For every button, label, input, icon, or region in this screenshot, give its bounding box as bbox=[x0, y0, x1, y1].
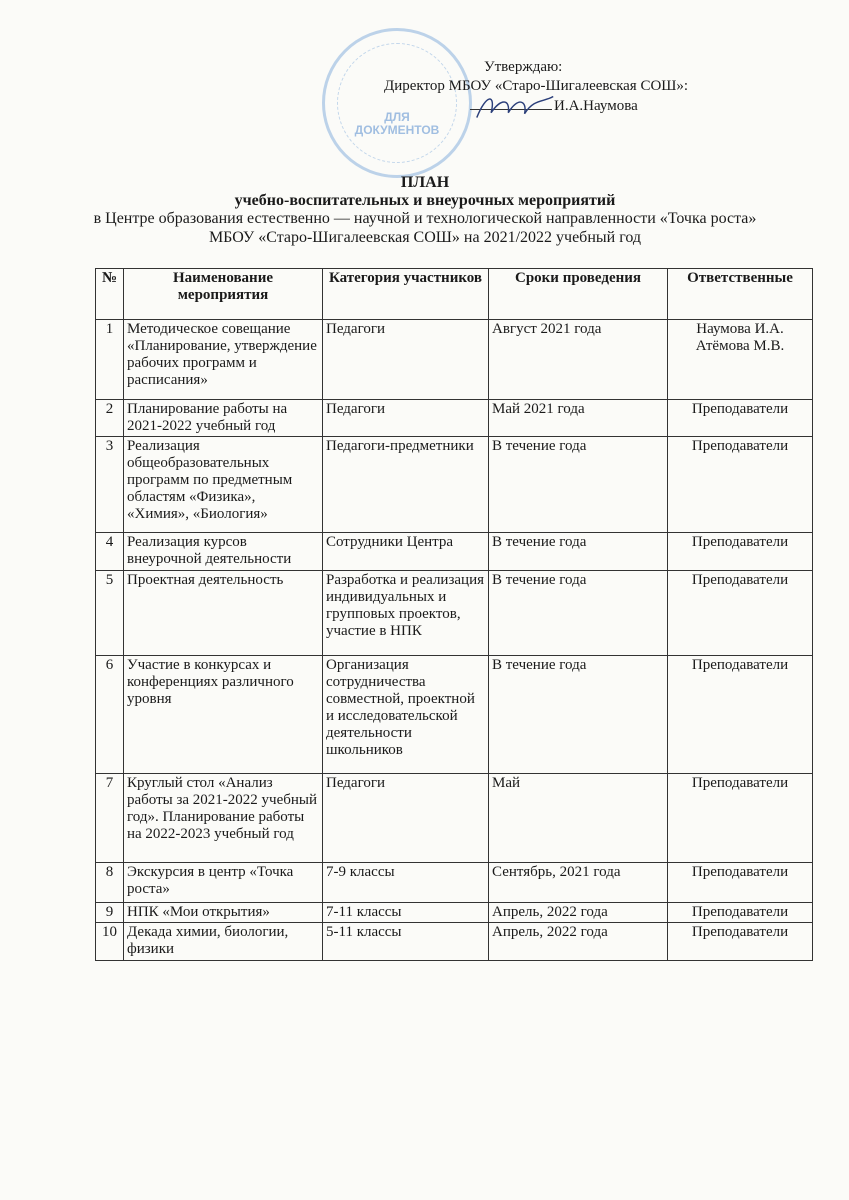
table-row bbox=[96, 863, 813, 903]
cell-event-name: Круглый стол «Анализ работы за 2021-2022 учебный год». Планирование работы на 2022-2023 учебный год bbox=[124, 774, 323, 863]
cell-dates: Апрель, 2022 года bbox=[489, 903, 668, 923]
cell-number: 7 bbox=[96, 774, 124, 863]
cell-event-name: Реализация курсов внеурочной деятельности bbox=[124, 533, 323, 571]
approval-director: Директор МБОУ «Старо-Шигалеевская СОШ»: bbox=[384, 78, 689, 94]
cell-responsible: Наумова И.А. Атёмова М.В. bbox=[668, 320, 813, 400]
header-category: Категория участников bbox=[323, 269, 489, 320]
cell-category: Педагоги bbox=[323, 774, 489, 863]
stamp-text-line2: ДОКУМЕНТОВ bbox=[354, 123, 440, 137]
cell-number: 5 bbox=[96, 571, 124, 656]
table-row bbox=[96, 656, 813, 774]
table-row bbox=[96, 437, 813, 533]
cell-event-name: Участие в конкурсах и конференциях различного уровня bbox=[124, 656, 323, 774]
document-school-year: МБОУ «Старо-Шигалеевская СОШ» на 2021/2022 учебный год bbox=[208, 229, 642, 246]
cell-responsible: Преподаватели bbox=[668, 923, 813, 961]
cell-responsible: Преподаватели bbox=[668, 571, 813, 656]
cell-number: 4 bbox=[96, 533, 124, 571]
table-row bbox=[96, 923, 813, 961]
cell-dates: В течение года bbox=[489, 437, 668, 533]
cell-category: Разработка и реализация индивидуальных и групповых проектов, участие в НПК bbox=[323, 571, 489, 656]
document-subtitle: учебно-воспитательных и внеурочных мероприятий bbox=[234, 192, 616, 209]
cell-event-name: Методическое совещание «Планирование, утверждение рабочих программ и расписания» bbox=[124, 320, 323, 400]
cell-number: 9 bbox=[96, 903, 124, 923]
table-row bbox=[96, 571, 813, 656]
table-header-row bbox=[96, 269, 813, 320]
cell-number: 1 bbox=[96, 320, 124, 400]
document-title: ПЛАН bbox=[400, 174, 450, 191]
cell-number: 3 bbox=[96, 437, 124, 533]
cell-dates: Май bbox=[489, 774, 668, 863]
header-number: № bbox=[96, 269, 124, 320]
approval-heading: Утверждаю: bbox=[484, 59, 563, 75]
cell-responsible: Преподаватели bbox=[668, 533, 813, 571]
cell-category: Педагоги-предметники bbox=[323, 437, 489, 533]
cell-category: Педагоги bbox=[323, 400, 489, 437]
official-stamp bbox=[322, 28, 472, 178]
cell-responsible: Преподаватели bbox=[668, 400, 813, 437]
cell-dates: В течение года bbox=[489, 533, 668, 571]
approval-name: И.А.Наумова bbox=[554, 98, 638, 114]
cell-number: 8 bbox=[96, 863, 124, 903]
header-name: Наименование мероприятия bbox=[124, 269, 323, 320]
stamp-text-line1: ДЛЯ bbox=[384, 110, 410, 124]
cell-dates: Апрель, 2022 года bbox=[489, 923, 668, 961]
cell-responsible: Преподаватели bbox=[668, 863, 813, 903]
cell-dates: Август 2021 года bbox=[489, 320, 668, 400]
cell-number: 6 bbox=[96, 656, 124, 774]
cell-event-name: Экскурсия в центр «Точка роста» bbox=[124, 863, 323, 903]
table-row bbox=[96, 400, 813, 437]
cell-event-name: Декада химии, биологии, физики bbox=[124, 923, 323, 961]
cell-event-name: Планирование работы на 2021-2022 учебный год bbox=[124, 400, 323, 437]
header-dates: Сроки проведения bbox=[489, 269, 668, 320]
header-responsible: Ответственные bbox=[668, 269, 813, 320]
cell-dates: В течение года bbox=[489, 656, 668, 774]
events-plan-table bbox=[95, 268, 813, 961]
table-row bbox=[96, 320, 813, 400]
cell-category: 7-9 классы bbox=[323, 863, 489, 903]
cell-dates: В течение года bbox=[489, 571, 668, 656]
cell-event-name: Реализация общеобразовательных программ по предметным областям «Физика», «Химия», «Биология» bbox=[124, 437, 323, 533]
document-description: в Центре образования естественно — научной и технологической направленности «Точка роста» bbox=[93, 210, 757, 227]
stamp-text bbox=[325, 111, 469, 137]
cell-dates: Май 2021 года bbox=[489, 400, 668, 437]
cell-category: 5-11 классы bbox=[323, 923, 489, 961]
table-row bbox=[96, 903, 813, 923]
cell-responsible: Преподаватели bbox=[668, 656, 813, 774]
cell-category: Педагоги bbox=[323, 320, 489, 400]
cell-event-name: Проектная деятельность bbox=[124, 571, 323, 656]
table-row bbox=[96, 774, 813, 863]
signature-icon bbox=[472, 88, 558, 128]
cell-number: 2 bbox=[96, 400, 124, 437]
cell-category: 7-11 классы bbox=[323, 903, 489, 923]
cell-dates: Сентябрь, 2021 года bbox=[489, 863, 668, 903]
table-row bbox=[96, 533, 813, 571]
cell-event-name: НПК «Мои открытия» bbox=[124, 903, 323, 923]
cell-responsible: Преподаватели bbox=[668, 437, 813, 533]
cell-number: 10 bbox=[96, 923, 124, 961]
cell-category: Сотрудники Центра bbox=[323, 533, 489, 571]
cell-responsible: Преподаватели bbox=[668, 774, 813, 863]
cell-category: Организация сотрудничества совместной, проектной и исследовательской деятельности школьников bbox=[323, 656, 489, 774]
cell-responsible: Преподаватели bbox=[668, 903, 813, 923]
